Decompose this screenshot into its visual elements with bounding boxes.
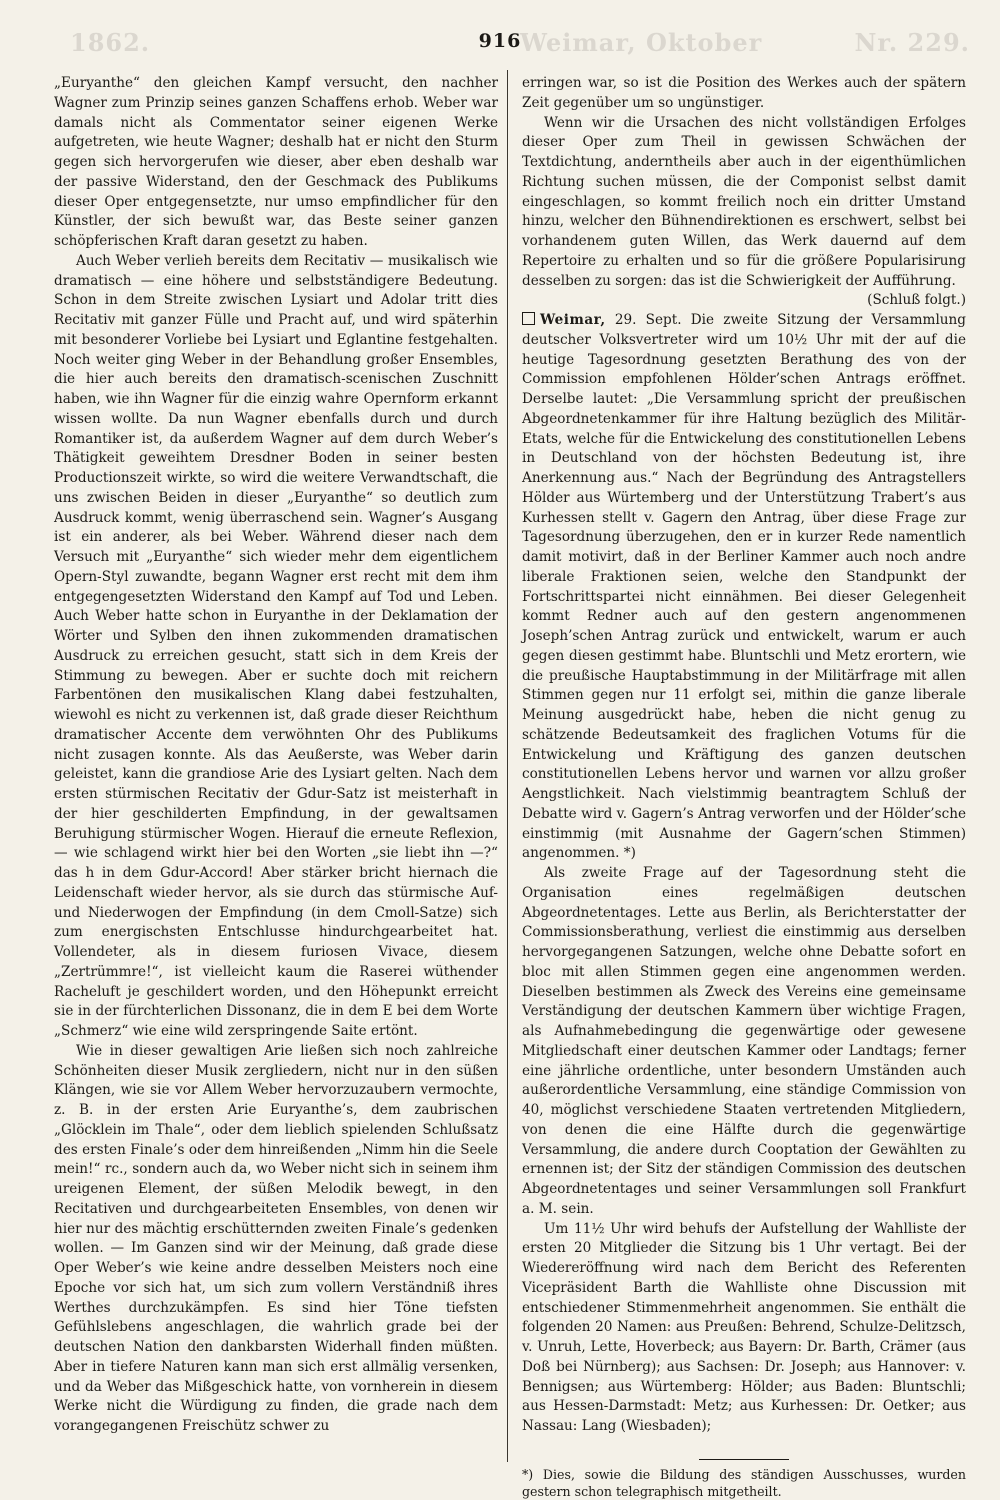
paragraph bbox=[522, 114, 966, 292]
paragraph: „Euryanthe“ den gleichen Kampf versucht, den nachher Wagner zum Prinzip seines ganzen Schaffens erhob. Weber war damals nicht als Commentator seiner eigenen Werke aufgetreten, wie heute Wagner; deshalb hat er nicht den Sturm gegen sich hervorgerufen wie dieser, aber eben deshalb war der passive Widerstand, den der Geschmack des Publikums dieser Oper entgegensetzte, nur umso empfindlicher für den Künstler, der sich bewußt war, das Beste seiner ganzen schöpferischen Kraft daran gesetzt zu haben. bbox=[54, 75, 498, 249]
continuation-note: (Schluß folgt.) bbox=[867, 292, 966, 309]
footnote: *) Dies, sowie die Bildung des ständigen Ausschusses, wurden gestern schon telegraphisch mitgetheilt. bbox=[522, 1466, 966, 1499]
dateline-date: 29. Sept. bbox=[614, 312, 682, 328]
paragraph: Als zweite Frage auf der Tagesordnung steht die Organisation eines regelmäßigen deutschen Abgeordnetentages. Lette aus Berlin, als Berichterstatter der Commissionsberathung, verliest die einstimmig aus derselben hervorgegangenen Satzungen, welche ohne Debatte sofort en bloc mit allen Stimmen gegen eine angenommen werden. Dieselben bestimmen als Zweck des Vereins eine gemeinsame Verständigung der deutschen Kammern über wichtige Fragen, als Aufnahmebedingung die gegenwärtige oder gewesene Mitgliedschaft einer deutschen Kammer oder Landtags; ferner eine jährliche ordentliche, unter besondern Umständen auch außerordentliche Versammlung, eine ständige Commission von 40, möglichst verschiedene Staaten vertretenden Mitgliedern, von denen die eine Hälfte durch die gegenwärtige Versammlung, die andere durch Cooptation der Gewählten zu ernennen ist; der Sitz der ständigen Commission des deutschen Abgeordnetentages und seiner Versammlungen soll Frankfurt a. M. sein. bbox=[522, 865, 966, 1217]
footnote-divider bbox=[699, 1459, 789, 1460]
paragraph-text: Die zweite Sitzung der Versammlung deutscher Volksvertreter wird um 10½ Uhr mit der auf die heutige Tagesordnung gesetzten Berathung des von der Commission empfohlenen Hölder’schen Antrags eröffnet. Derselbe lautet: „Die Versammlung spricht der preußischen Abgeordnetenkammer für ihre Haltung bezüglich des Militär-Etats, welche für die Entwickelung des constitutionellen Lebens in Deutschland von der höchsten Bedeutung ist, ihre Anerkennung aus.“ Nach der Begründung des Antragstellers Hölder aus Würtemberg und der Unterstützung Trabert’s aus Kurhessen stellt v. Gagern den Antrag, über diese Frage zur Tagesordnung überzugehen, den er in kurzer Rede namentlich damit motivirt, daß in der Berliner Kammer auch noch andre liberale Fraktionen seien, welche den Standpunkt der Fortschrittspartei nicht einnähmen. Bei dieser Gelegenheit kommt Redner auch auf den gestern angenommenen Joseph’schen Antrag zurück und entwickelt, warum er auch gegen diesen gestimmt habe. Bluntschli und Metz erortern, wie die preußische Hauptabstimmung in der Militärfrage mit allen Stimmen gegen nur 11 erfolgt sei, mithin die ganze liberale Meinung ausgedrückt habe, heben die nicht genug zu schätzende Bedeutsamkeit des fraglichen Votums für die Entwickelung und Kräftigung des ganzen deutschen constitutionellen Lebens hervor und warnen vor allzu großer Aengstlichkeit. Nach vielstimmig beantragtem Schluß der Debatte wird v. Gagern’s Antrag verworfen und der Hölder’sche einstimmig (mit Ausnahme der Gagern’schen Stimmen) angenommen. *) bbox=[522, 312, 967, 862]
right-column bbox=[522, 74, 967, 1499]
left-column bbox=[54, 74, 498, 1464]
paragraph: erringen war, so ist die Position des Werkes auch der spätern Zeit gegenüber um so ungünstiger. bbox=[522, 75, 966, 111]
page-header bbox=[0, 26, 1000, 66]
bleed-through-dateline: Weimar, Oktober bbox=[520, 28, 763, 57]
page-number: 916 bbox=[478, 30, 522, 52]
paragraph: Auch Weber verlieh bereits dem Recitativ — musikalisch wie dramatisch — eine höhere und selbstständigere Bedeutung. Schon in dem Streite zwischen Lysiart und Adolar tritt dies Recitativ mit ganzer Fülle und Pracht auf, und wird späterhin mit besonderer Vorliebe bei Lysiart und Eglantine festgehalten. Noch weiter ging Weber in der Behandlung großer Ensembles, die hier auch bereits den dramatisch-scenischen Zuschnitt haben, wie ihn Wagner für die einzig wahre Opernform erkannt wissen wollte. Da nun Wagner ebenfalls durch und durch Romantiker ist, da außerdem Wagner auf dem durch Weber’s Thätigkeit geweihtem Dresdner Boden in seiner besten Productionszeit wirkte, so wird die weitere Verwandtschaft, die uns zwischen Beiden in dieser „Euryanthe“ so deutlich zum Ausdruck kommt, wenig überraschend sein. Wagner’s Ausgang ist ein anderer, als bei Weber. Während dieser nach dem Versuch mit „Euryanthe“ sich wieder mehr dem eigentlichem Opern-Styl zuwandte, begann Wagner erst recht mit dem ihm entgegengesetzten Widerstand den Kampf auf Tod und Leben. Auch Weber hatte schon in Euryanthe in der Deklamation der Wörter und Sylben den ihnen zukommenden dramatischen Ausdruck zu erreichen gesucht, statt sich in dem Kreis der Stimmung zu bewegen. Aber er suchte doch mit reichern Farbentönen den musikalischen Klang dabei festzuhalten, wiewohl es nicht zu verkennen ist, daß grade dieser Reichthum dramatischer Accente dem verwöhnten Ohr des Publikums nicht zusagen konnte. Als das Aeußerste, was Weber darin geleistet, kann die grandiose Arie des Lysiart gelten. Nach dem ersten stürmischen Recitativ der Gdur-Satz ist meisterhaft in der hier geschilderten Empfindung, in der gewaltsamen Beruhigung stürmischer Wogen. Hierauf die erneute Reflexion, — wie schlagend wirkt hier bei den Worten „sie liebt ihn —?“ das h in dem Gdur-Accord! Aber stärker bricht hiernach die Leidenschaft wieder hervor, als sie durch das stürmische Auf- und Niederwogen der Empfindung (in dem Cmoll-Satze) sich zum energischsten Entschlusse hindurchgearbeitet hat. Vollendeter, als in diesem furiosen Vivace, diesem „Zertrümmre!“, ist vielleicht kaum die Raserei wüthender Racheluft je geschildert worden, und den Höhepunkt erreicht sie in der fürchterlichen Dissonanz, die in dem E bei dem Worte „Schmerz“ wie eine wild zerspringende Saite ertönt. bbox=[54, 252, 498, 1039]
bleed-through-issue: Nr. 229. bbox=[854, 28, 970, 57]
dateline-box-icon bbox=[522, 312, 535, 325]
dateline-place: Weimar, bbox=[540, 312, 606, 328]
bleed-through-year: 1862. bbox=[70, 28, 151, 57]
paragraph: Wie in dieser gewaltigen Arie ließen sich noch zahlreiche Schönheiten dieser Musik zergliedern, nicht nur in den süßen Klängen, wie sie vor Allem Weber hervorzuzaubern vermochte, z. B. in der ersten Arie Euryanthe’s, dem zaubrischen „Glöcklein im Thale“, oder dem lieblich spielenden Schlußsatz des ersten Finale’s oder dem hinreißenden „Nimm hin die Seele mein!“ rc., sondern auch da, wo Weber nicht sich in seinem ihm ureigenen Element, der süßen Melodik bewegt, in den Recitativen und durchgearbeiteten Ensembles, von denen wir hier nur des mächtig erschütternden zweiten Finale’s gedenken wollen. — Im Ganzen sind wir der Meinung, daß grade diese Oper Weber’s wie keine andre desselben Meisters noch eine Epoche vor sich hat, um sich zum vollern Verständniß ihres Werthes durchzukämpfen. Es sind hier Töne tiefsten Gefühlslebens angeschlagen, die wahrlich grade bei der deutschen Nation den dankbarsten Widerhall finden müßten. Aber in tiefere Naturen kann man sich erst allmälig versenken, und da Weber das Mißgeschick hatte, von vornherein in diesem Werke nicht die Würdigung zu finden, die grade nach dem vorangegangenen Freischütz schwer zu bbox=[54, 1042, 498, 1434]
column-divider bbox=[507, 70, 508, 1462]
dateline-paragraph bbox=[522, 311, 966, 864]
paragraph: Um 11½ Uhr wird behufs der Aufstellung der Wahlliste der ersten 20 Mitglieder die Sitzung bis 1 Uhr vertagt. Bei der Wiedereröffnung wird nach dem Bericht des Referenten Vicepräsident Barth die Wahlliste ohne Discussion mit entschiedener Stimmenmehrheit angenommen. Sie enthält die folgenden 20 Namen: aus Preußen: Behrend, Schulze-Delitzsch, v. Unruh, Lette, Hoverbeck; aus Bayern: Dr. Barth, Crämer (aus Doß bei Nürnberg); aus Sachsen: Dr. Joseph; aus Hannover: v. Bennigsen; aus Würtemberg: Hölder; aus Baden: Bluntschli; aus Hessen-Darmstadt: Metz; aus Kurhessen: Dr. Oetker; aus Nassau: Lang (Wiesbaden); bbox=[522, 1220, 966, 1434]
paragraph-text: Wenn wir die Ursachen des nicht vollständigen Erfolges dieser Oper zum Theil in gewissen Schwächen der Textdichtung, anderntheils aber auch in der eigenthümlichen Richtung suchen müssen, die der Componist selbst damit eingeschlagen, so kommt freilich noch ein dritter Umstand hinzu, welcher den Bühnendirektionen es erschwert, selbst bei vorhandenem guten Willen, das Werk dauernd auf dem Repertoire zu erhalten und so für die größere Popularisirung desselben zu sorgen: das ist die Schwierigkeit der Aufführung. bbox=[522, 114, 966, 289]
